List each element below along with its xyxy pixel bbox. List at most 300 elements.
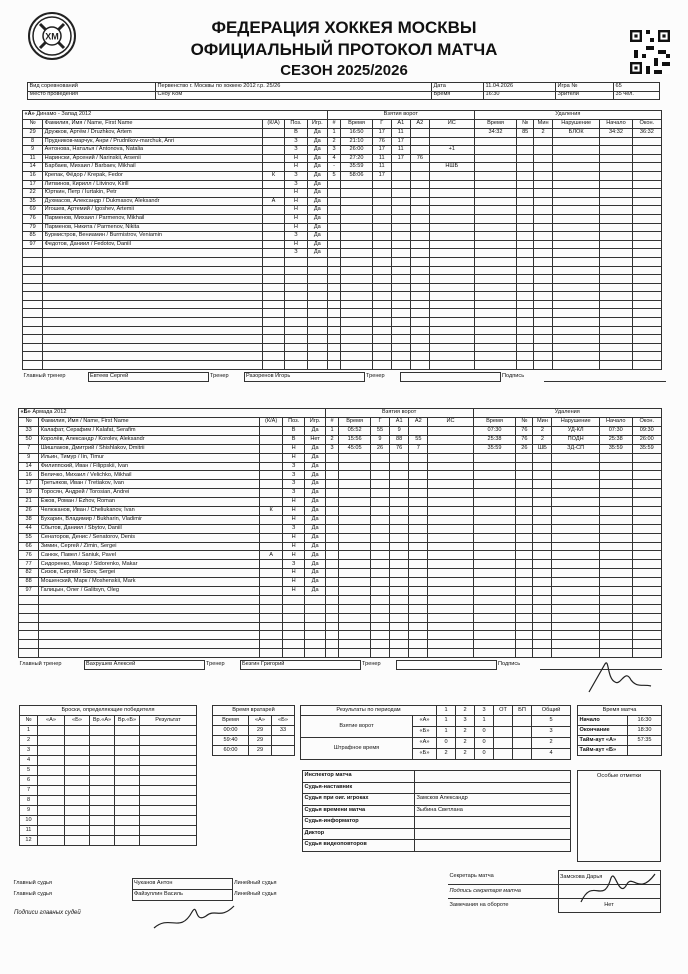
player-played (307, 309, 327, 318)
player-played: Да (305, 480, 325, 489)
pen-infraction (553, 257, 600, 266)
pen-time (474, 283, 517, 292)
teamA-header-p_end: Окон. (632, 120, 661, 129)
goal-scorer (372, 249, 391, 258)
goal-scorer (370, 498, 389, 507)
goal-assist-1: 88 (390, 435, 409, 444)
goal-situation (429, 232, 474, 241)
player-number: 11 (23, 154, 43, 163)
player-position: Н (285, 189, 307, 198)
pen-time (473, 578, 516, 587)
goal-time (341, 343, 372, 352)
teamB-header-ka: (К/А) (260, 418, 283, 427)
shootout-row (20, 726, 197, 736)
goal-assist-2 (409, 515, 428, 524)
pen-start (600, 326, 633, 335)
goal-assist-2 (409, 462, 428, 471)
pen-time (474, 146, 517, 155)
secretary-name: Замскова Дарья (558, 871, 660, 885)
period-cell: 3 (456, 716, 475, 727)
pen-start (600, 214, 633, 223)
goal-situation (429, 180, 474, 189)
player-number (23, 309, 43, 318)
player-position (282, 640, 305, 649)
player-position: З (282, 524, 305, 533)
goal-assist-2 (409, 595, 428, 604)
goal-situation (428, 560, 473, 569)
pen-infraction (552, 578, 599, 587)
goal-situation (428, 471, 473, 480)
pen-time (473, 551, 516, 560)
player-captain (260, 453, 283, 462)
player-name: Прудников-марчук, Анри / Prudnikov-marchuk, Anri (43, 137, 263, 146)
player-number (19, 631, 39, 640)
pen-player (516, 533, 533, 542)
period-cell (494, 738, 513, 749)
goal-number: 3 (327, 146, 340, 155)
pen-end (632, 326, 661, 335)
teamB-row (19, 649, 662, 658)
pen-player (517, 154, 534, 163)
player-name (39, 613, 260, 622)
goalie-cell (272, 736, 295, 746)
player-position (285, 335, 307, 344)
pen-player (517, 189, 534, 198)
svg-text:ХМ: ХМ (45, 31, 59, 42)
goal-time: 26:00 (341, 146, 372, 155)
goal-number (325, 649, 339, 658)
teamA-row (23, 146, 662, 155)
remarks-back-label: Замечания на обороте (449, 901, 509, 908)
pen-time (473, 640, 516, 649)
player-number: 76 (19, 551, 39, 560)
goal-number (325, 631, 339, 640)
player-captain (262, 214, 284, 223)
player-captain (262, 335, 284, 344)
pen-time: 35:59 (473, 444, 516, 453)
teamA-coach-label: Главный тренер (23, 372, 66, 379)
pen-time (473, 560, 516, 569)
pen-infraction (553, 275, 600, 284)
player-name (43, 292, 263, 301)
teamB-header-g_g: Г (370, 418, 389, 427)
pen-player (517, 214, 534, 223)
shootout-row (20, 736, 197, 746)
goal-situation (429, 189, 474, 198)
goal-time (339, 462, 371, 471)
pen-minutes (534, 335, 553, 344)
pen-player (516, 471, 533, 480)
goal-assist-2 (410, 335, 429, 344)
period-cell: 2 (456, 727, 475, 738)
teamA-row (23, 257, 662, 266)
pen-player (517, 292, 534, 301)
pen-player (516, 587, 533, 596)
player-captain (262, 137, 284, 146)
goal-situation (429, 318, 474, 327)
pen-start (600, 146, 633, 155)
goal-situation (429, 257, 474, 266)
player-number (19, 649, 39, 658)
goal-time (339, 498, 371, 507)
goal-number (327, 326, 340, 335)
period-cell: 0 (475, 749, 494, 760)
pen-time (473, 542, 516, 551)
player-played (307, 275, 327, 284)
pen-minutes (533, 595, 552, 604)
teamA-header-p_inf: Нарушение (553, 120, 600, 129)
player-played (307, 361, 327, 370)
pen-infraction (553, 163, 600, 172)
shootout-title: Броски, определяющие победителя (20, 706, 197, 716)
pen-start (599, 489, 632, 498)
pen-start: 34:32 (600, 129, 633, 138)
player-name (43, 309, 263, 318)
pen-player (517, 300, 534, 309)
goalie-title: Время вратарей (213, 706, 295, 716)
goal-assist-2 (410, 232, 429, 241)
goal-scorer (372, 361, 391, 370)
pen-time (474, 197, 517, 206)
teamB-row (19, 551, 662, 560)
player-name: Сбытов, Даниил / Sbytov, Daniil (39, 524, 260, 533)
goal-assist-2 (410, 352, 429, 361)
pen-infraction (553, 232, 600, 241)
official-name: Замсков Александр (415, 794, 571, 806)
player-played (307, 352, 327, 361)
goal-situation (428, 631, 473, 640)
goal-time (341, 240, 372, 249)
pen-time (474, 257, 517, 266)
period-cell: 2 (456, 738, 475, 749)
pen-minutes (533, 551, 552, 560)
player-name (43, 326, 263, 335)
goal-scorer (370, 640, 389, 649)
pen-time (474, 361, 517, 370)
player-played: Да (305, 578, 325, 587)
player-number: 85 (23, 232, 43, 241)
teamA-header-p_time: Время (474, 120, 517, 129)
match-time-value: 18:30 (628, 726, 662, 736)
player-captain (260, 435, 283, 444)
player-name (43, 352, 263, 361)
period-cell (513, 727, 532, 738)
teamB-sign-label: Подпись (498, 661, 521, 668)
player-number (23, 326, 43, 335)
player-number: 16 (23, 171, 43, 180)
pen-minutes (533, 453, 552, 462)
goal-time (339, 578, 371, 587)
goal-scorer: 26 (370, 444, 389, 453)
goal-assist-1: 9 (390, 427, 409, 436)
player-position: В (285, 129, 307, 138)
goal-number (325, 489, 339, 498)
pen-minutes (534, 137, 553, 146)
pen-start (599, 587, 632, 596)
goal-scorer (370, 471, 389, 480)
goal-assist-2 (410, 223, 429, 232)
pen-start (599, 622, 632, 631)
goal-time: 16:50 (341, 129, 372, 138)
player-played: Да (307, 146, 327, 155)
pen-start (600, 257, 633, 266)
teamB-row (19, 462, 662, 471)
goal-assist-1 (391, 292, 410, 301)
pen-infraction (553, 249, 600, 258)
goal-time (339, 515, 371, 524)
player-played (305, 595, 325, 604)
pen-time (473, 515, 516, 524)
pen-time (474, 309, 517, 318)
teamB-row (19, 569, 662, 578)
official-role: Диктор (303, 828, 415, 840)
period-cell: 4 (532, 749, 571, 760)
player-number: 79 (23, 223, 43, 232)
teamB-row (19, 489, 662, 498)
goal-assist-1 (391, 309, 410, 318)
spectators-value: 35 чел. (614, 91, 660, 100)
pen-time (474, 300, 517, 309)
teamA-row (23, 275, 662, 284)
shootout-row (20, 786, 197, 796)
goal-scorer (370, 551, 389, 560)
goal-time (341, 361, 372, 370)
player-name (39, 631, 260, 640)
pen-minutes (534, 197, 553, 206)
goal-assist-1 (391, 335, 410, 344)
game-label: Игра № (556, 83, 614, 92)
player-position (285, 352, 307, 361)
period-cell: «Б» (413, 727, 437, 738)
competition: Первенство г. Москвы по хоккею 2012 г.р. 25/26 (156, 83, 432, 92)
player-played: Да (305, 453, 325, 462)
goal-scorer (370, 489, 389, 498)
game-value: 65 (614, 83, 660, 92)
player-position (285, 343, 307, 352)
pen-start (600, 309, 633, 318)
goal-situation (428, 595, 473, 604)
pen-time (473, 498, 516, 507)
pen-time (474, 352, 517, 361)
pen-end (632, 206, 661, 215)
pen-start (600, 240, 633, 249)
goal-assist-1 (390, 587, 409, 596)
player-number: 7 (19, 444, 39, 453)
shootout-num: 1 (20, 726, 38, 736)
goal-scorer: 76 (372, 137, 391, 146)
pen-end (632, 587, 661, 596)
pen-minutes (534, 352, 553, 361)
goal-assist-2 (409, 498, 428, 507)
goal-assist-2 (409, 649, 428, 658)
goal-time (341, 214, 372, 223)
team-a-section (22, 110, 662, 382)
teamA-coaches (22, 372, 666, 382)
player-position (282, 649, 305, 658)
player-number: 17 (19, 480, 39, 489)
goal-assist-1 (391, 171, 410, 180)
player-number: 88 (19, 578, 39, 587)
match-time-value (628, 746, 662, 756)
goal-assist-2 (410, 214, 429, 223)
goal-situation (428, 524, 473, 533)
officials-table (302, 770, 571, 852)
period-cell: 1 (437, 716, 456, 727)
player-captain (260, 622, 283, 631)
teamA-row (23, 335, 662, 344)
pen-player: 76 (516, 435, 533, 444)
goal-scorer (370, 507, 389, 516)
venue: Сноу Ком (156, 91, 432, 100)
pen-infraction: ПОДН (552, 435, 599, 444)
pen-start (600, 137, 633, 146)
player-name (43, 249, 263, 258)
match-time-title: Время матча (578, 706, 662, 716)
teamA-header-p_num: № (517, 120, 534, 129)
player-name: Сидоренко, Макар / Sidorenko, Makar (39, 560, 260, 569)
goal-assist-1 (390, 631, 409, 640)
player-name: Величко, Михаил / Velichko, Mikhail (39, 471, 260, 480)
goal-number (327, 300, 340, 309)
pen-time (473, 471, 516, 480)
pen-end (632, 335, 661, 344)
goal-scorer: 17 (372, 146, 391, 155)
player-name (39, 622, 260, 631)
player-played: Да (305, 498, 325, 507)
goal-assist-1 (391, 300, 410, 309)
player-captain (262, 163, 284, 172)
period-cell: «А» (413, 716, 437, 727)
period-cell (494, 716, 513, 727)
player-position: Н (282, 569, 305, 578)
goal-time (341, 266, 372, 275)
teamB-table (18, 408, 662, 658)
pen-player (516, 604, 533, 613)
player-position: З (282, 462, 305, 471)
goal-situation (428, 507, 473, 516)
player-captain (260, 569, 283, 578)
teamB-row (19, 587, 662, 596)
pen-end: 26:00 (632, 435, 661, 444)
goal-number: 3 (325, 444, 339, 453)
pen-infraction (553, 335, 600, 344)
player-captain (262, 318, 284, 327)
teamA-header-name: Фамилия, Имя / Name, First Name (43, 120, 263, 129)
goal-number (327, 352, 340, 361)
player-played (307, 266, 327, 275)
pen-start (600, 206, 633, 215)
pen-end (632, 613, 661, 622)
player-number (23, 300, 43, 309)
player-position: Н (282, 587, 305, 596)
comp-label: Вид соревнований (28, 83, 156, 92)
pen-infraction (553, 214, 600, 223)
pen-time (473, 524, 516, 533)
goal-scorer (370, 587, 389, 596)
pen-minutes (533, 524, 552, 533)
player-played: Да (307, 189, 327, 198)
pen-time (473, 622, 516, 631)
teamB-header-pos: Поз. (282, 418, 305, 427)
pen-player (517, 146, 534, 155)
official-row (303, 840, 571, 852)
goal-assist-2 (409, 480, 428, 489)
goal-assist-2 (410, 283, 429, 292)
teamA-header-g_no: # (327, 120, 340, 129)
goal-assist-1 (390, 533, 409, 542)
match-time-table (577, 705, 662, 756)
goal-scorer: 17 (372, 171, 391, 180)
goal-situation (429, 343, 474, 352)
player-number: 77 (19, 560, 39, 569)
player-captain (260, 649, 283, 658)
player-played (307, 292, 327, 301)
pen-start (599, 649, 632, 658)
goal-situation: +1 (429, 146, 474, 155)
goal-scorer (372, 266, 391, 275)
goal-time (341, 257, 372, 266)
pen-start (600, 318, 633, 327)
player-position: З (285, 137, 307, 146)
pen-time (474, 171, 517, 180)
teamB-goals-title: Взятия ворот (325, 409, 473, 418)
player-number: 14 (23, 163, 43, 172)
teamB-trainer2-label: Тренер (362, 661, 381, 668)
goal-number (325, 462, 339, 471)
pen-start (600, 275, 633, 284)
special-notes-title: Особые отметки (596, 773, 642, 779)
pen-end (632, 180, 661, 189)
official-name (415, 840, 571, 852)
player-captain (262, 232, 284, 241)
player-name: Барбаев, Михаил / Barbaev, Mikhail (43, 163, 263, 172)
teamA-row (23, 240, 662, 249)
goal-scorer (370, 515, 389, 524)
team-b-coach-signature (585, 658, 655, 696)
player-number (23, 249, 43, 258)
player-position (285, 257, 307, 266)
pen-start (599, 498, 632, 507)
pen-time (474, 275, 517, 284)
goal-assist-2 (409, 587, 428, 596)
pen-infraction (553, 361, 600, 370)
teamB-header-p_time: Время (473, 418, 516, 427)
goal-assist-1 (390, 498, 409, 507)
pen-time (473, 480, 516, 489)
player-captain (262, 240, 284, 249)
goal-situation (429, 352, 474, 361)
goal-scorer (372, 326, 391, 335)
teamA-row (23, 223, 662, 232)
pen-infraction (552, 560, 599, 569)
goal-assist-2 (410, 180, 429, 189)
player-position (282, 622, 305, 631)
pen-end (632, 361, 661, 370)
pen-player (516, 649, 533, 658)
player-position (285, 275, 307, 284)
goal-situation (428, 498, 473, 507)
goal-number (325, 542, 339, 551)
goal-number (325, 622, 339, 631)
goal-scorer (372, 275, 391, 284)
goal-scorer (370, 453, 389, 462)
player-name: Игошев, Артемий / Igoshev, Artemii (43, 206, 263, 215)
pen-infraction: БЛОК (553, 129, 600, 138)
secretary-label: Секретарь матча (448, 871, 558, 885)
goal-assist-2 (410, 137, 429, 146)
goalie-row (213, 726, 295, 736)
player-captain (260, 542, 283, 551)
